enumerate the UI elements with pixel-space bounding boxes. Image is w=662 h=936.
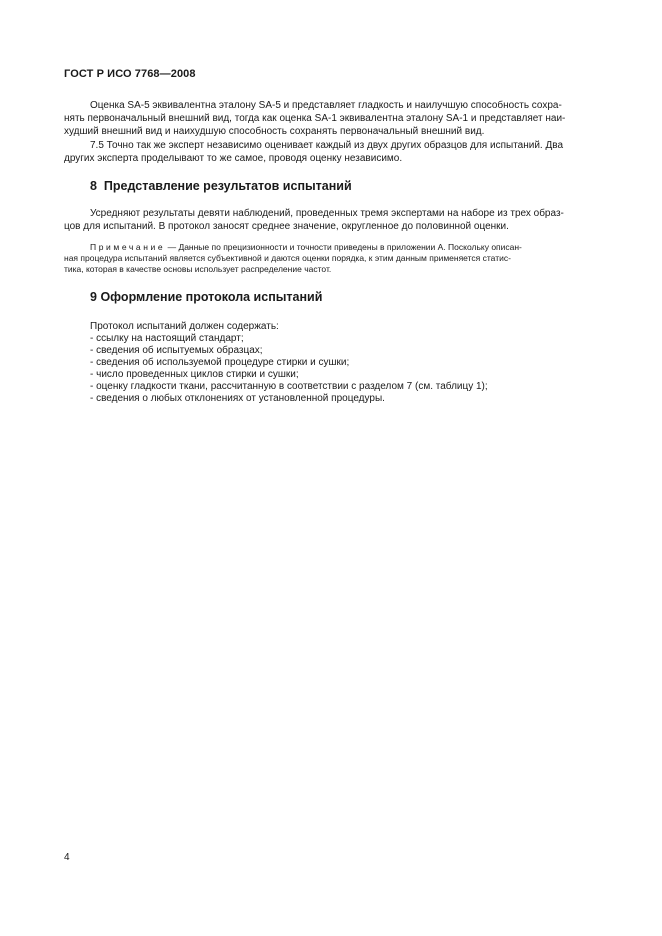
document-header: ГОСТ Р ИСО 7768—2008 — [64, 68, 196, 80]
list-item: - сведения об испытуемых образцах; — [90, 345, 263, 356]
paragraph-results — [64, 207, 602, 233]
list-item: - число проведенных циклов стирки и сушки; — [90, 369, 299, 380]
section-title: Представление результатов испытаний — [103, 179, 352, 193]
list-item: - оценку гладкости ткани, рассчитанную в соответствии с разделом 7 (см. таблицу 1); — [90, 381, 488, 392]
text-line: Усредняют результаты девяти наблюдений, проведенных тремя экспертами на наборе из трех образ- — [90, 208, 564, 219]
section-number: 9 — [90, 290, 97, 304]
page-number: 4 — [64, 852, 70, 863]
note-line — [64, 242, 602, 253]
paragraph-sa-ratings — [64, 99, 602, 138]
list-intro: Протокол испытаний должен содержать: — [90, 321, 279, 332]
list-item: - сведения о любых отклонениях от установленной процедуры. — [90, 393, 385, 404]
note-block — [64, 242, 602, 275]
section-9-heading — [90, 290, 322, 304]
list-item: - сведения об используемой процедуре стирки и сушки; — [90, 357, 350, 368]
note-text: — Данные по прецизионности и точности приведены в приложении А. Поскольку описан- — [167, 242, 522, 252]
report-contents-list — [90, 321, 488, 405]
section-8-heading — [90, 179, 352, 193]
text-line: нять первоначальный внешний вид, тогда как оценка SA-1 эквивалентна эталону SA-1 и представляет наи- — [64, 113, 566, 124]
note-line: ная процедура испытаний является субъективной и даются оценки порядка, к этим данным применяется статис- — [64, 253, 511, 263]
text-line: Оценка SA-5 эквивалентна эталону SA-5 и представляет гладкость и наилучшую способность сохра- — [90, 100, 562, 111]
text-line: 7.5 Точно так же эксперт независимо оценивает каждый из двух других образцов для испытаний. Два — [90, 140, 564, 151]
text-line: цов для испытаний. В протокол заносят среднее значение, округленное до половинной оценки. — [64, 221, 509, 232]
section-number: 8 — [90, 179, 97, 193]
text-line: худший внешний вид и наихудшую способность сохранять первоначальный внешний вид. — [64, 126, 485, 137]
note-label: Примечание — [90, 242, 166, 252]
text-line: других эксперта проделывают то же самое, проводя оценку независимо. — [64, 153, 403, 164]
paragraph-7-5 — [64, 139, 602, 165]
list-item: - ссылку на настоящий стандарт; — [90, 333, 244, 344]
section-title: Оформление протокола испытаний — [100, 290, 323, 304]
note-line: тика, которая в качестве основы использует распределение частот. — [64, 264, 332, 274]
